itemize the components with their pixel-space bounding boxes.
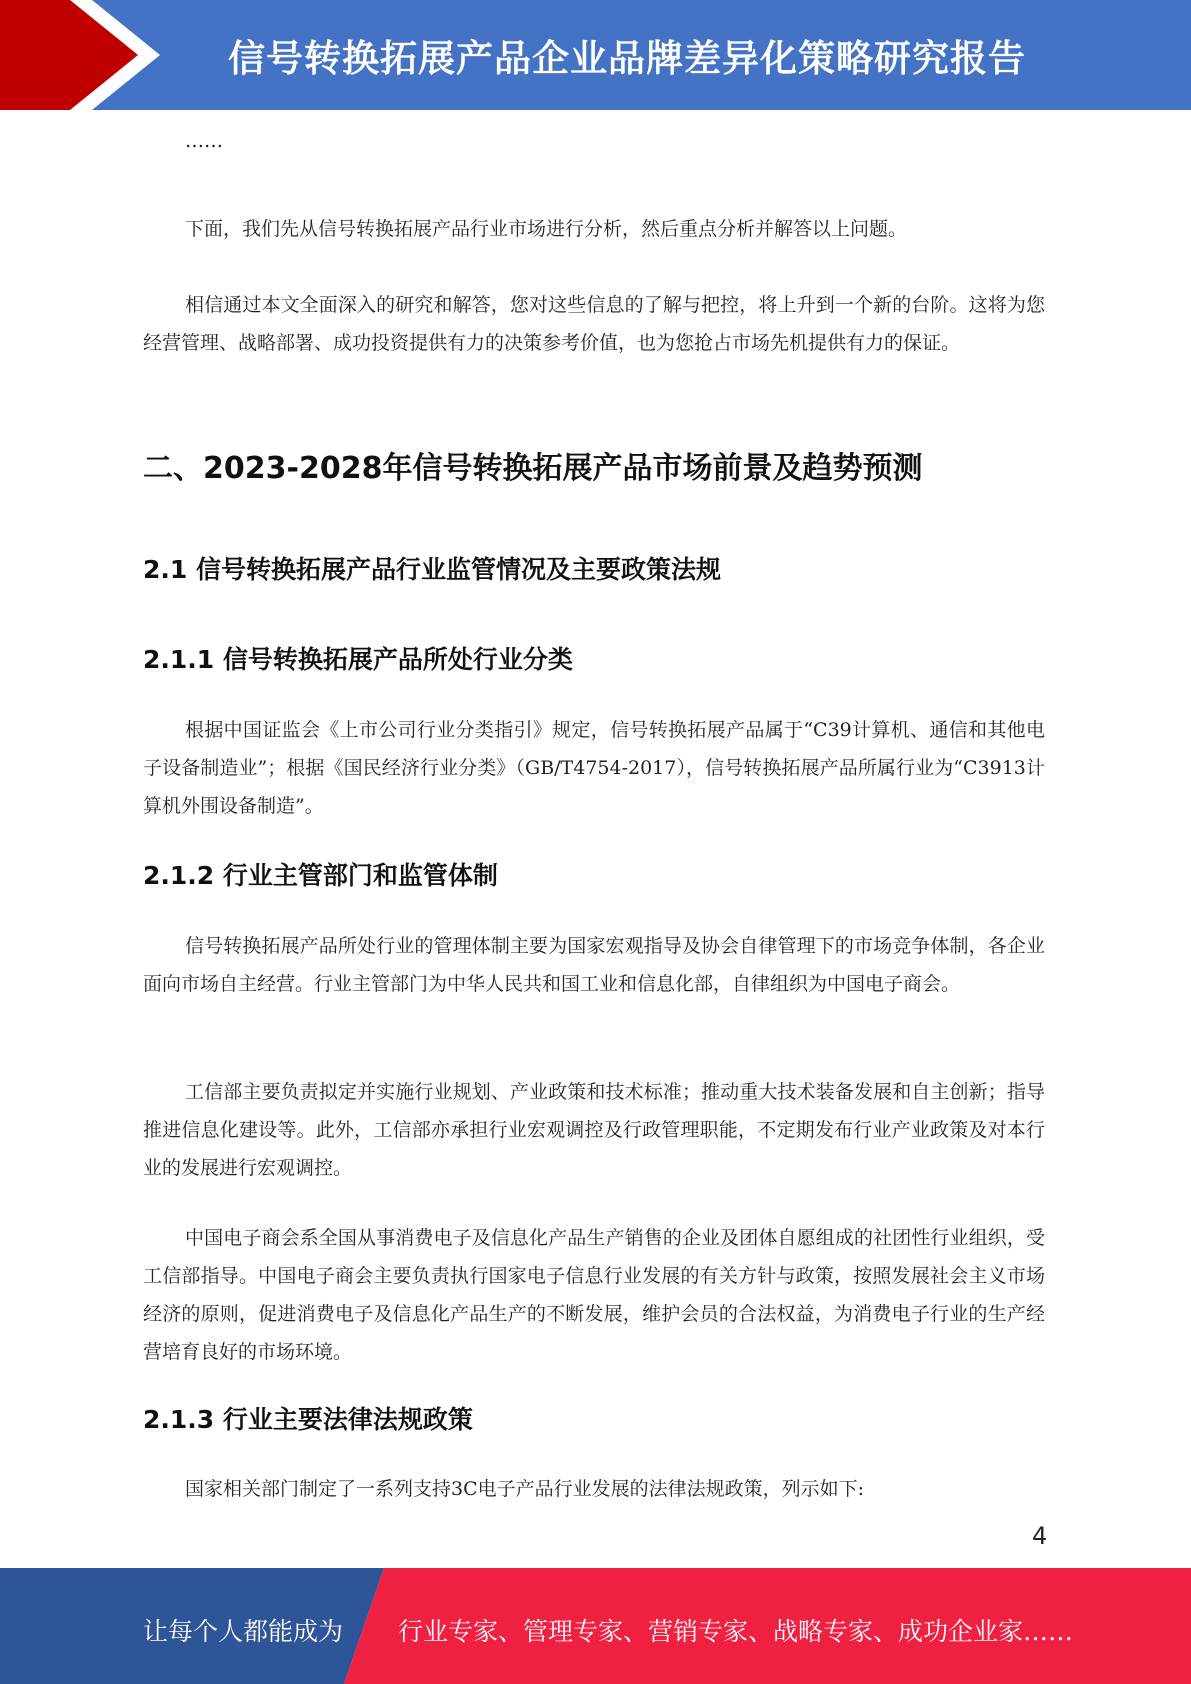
section-heading-2-1-3	[143, 1400, 1045, 1436]
section-heading-2-1-2	[143, 856, 1045, 892]
paragraph-text: 下面，我们先从信号转换拓展产品行业市场进行分析，然后重点分析并解答以上问题。	[185, 218, 908, 240]
paragraph-text: 工信部主要负责拟定并实施行业规划、产业政策和技术标准；推动重大技术装备发展和自主创新；指导推进信息化建设等。此外，工信部亦承担行业宏观调控及行政管理职能，不定期发布行业产业政策及对本行业的发展进行宏观调控。	[143, 1081, 1045, 1179]
paragraph-policies	[143, 1470, 1045, 1508]
subsubsection-title: 2.1.2 行业主管部门和监管体制	[143, 861, 498, 890]
paragraph-miit	[143, 1073, 1045, 1187]
footer-slogan-right: 行业专家、管理专家、营销专家、战略专家、成功企业家……	[398, 1617, 1074, 1646]
section-heading-2-1-1	[143, 640, 1045, 676]
footer-slogan-left: 让每个人都能成为	[143, 1617, 344, 1646]
subsubsection-title: 2.1.3 行业主要法律法规政策	[143, 1405, 473, 1434]
paragraph-text: 信号转换拓展产品所处行业的管理体制主要为国家宏观指导及协会自律管理下的市场竞争体制，各企业面向市场自主经营。行业主管部门为中华人民共和国工业和信息化部，自律组织为中国电子商会。	[143, 935, 1045, 995]
subsubsection-title: 2.1.1 信号转换拓展产品所处行业分类	[143, 645, 573, 674]
paragraph-text: 中国电子商会系全国从事消费电子及信息化产品生产销售的企业及团体自愿组成的社团性行业组织，受工信部指导。中国电子商会主要负责执行国家电子信息行业发展的有关方针与政策，按照发展社会主义市场经济的原则，促进消费电子及信息化产品生产的不断发展，维护会员的合法权益，为消费电子行业的生产经营培育良好的市场环境。	[143, 1227, 1045, 1363]
paragraph-management	[143, 927, 1045, 1003]
section-title: 二、2023-2028年信号转换拓展产品市场前景及趋势预测	[143, 451, 923, 486]
report-title: 信号转换拓展产品企业品牌差异化策略研究报告	[228, 37, 1026, 80]
paragraph-classification	[143, 711, 1045, 825]
section-heading-2-1	[143, 550, 1045, 586]
paragraph-cecc	[143, 1219, 1045, 1371]
section-heading-2	[143, 443, 1045, 487]
page-header	[0, 0, 1191, 110]
paragraph-text: 相信通过本文全面深入的研究和解答，您对这些信息的了解与把控，将上升到一个新的台阶。这将为您经营管理、战略部署、成功投资提供有力的决策参考价值，也为您抢占市场先机提供有力的保证。	[143, 294, 1045, 354]
subsection-title: 2.1 信号转换拓展产品行业监管情况及主要政策法规	[143, 555, 721, 584]
paragraph-trust	[143, 286, 1045, 362]
paragraph-intro	[143, 210, 1045, 248]
paragraph-text: 根据中国证监会《上市公司行业分类指引》规定，信号转换拓展产品属于“C39计算机、通信和其他电子设备制造业”；根据《国民经济行业分类》（GB/T4754-2017），信号转换拓展产品所属行业为“C3913计算机外围设备制造”。	[143, 719, 1045, 817]
page-number: 4	[1032, 1522, 1048, 1550]
ellipsis-text: ……	[185, 130, 223, 152]
paragraph-text: 国家相关部门制定了一系列支持3C电子产品行业发展的法律法规政策，列示如下:	[185, 1478, 865, 1500]
